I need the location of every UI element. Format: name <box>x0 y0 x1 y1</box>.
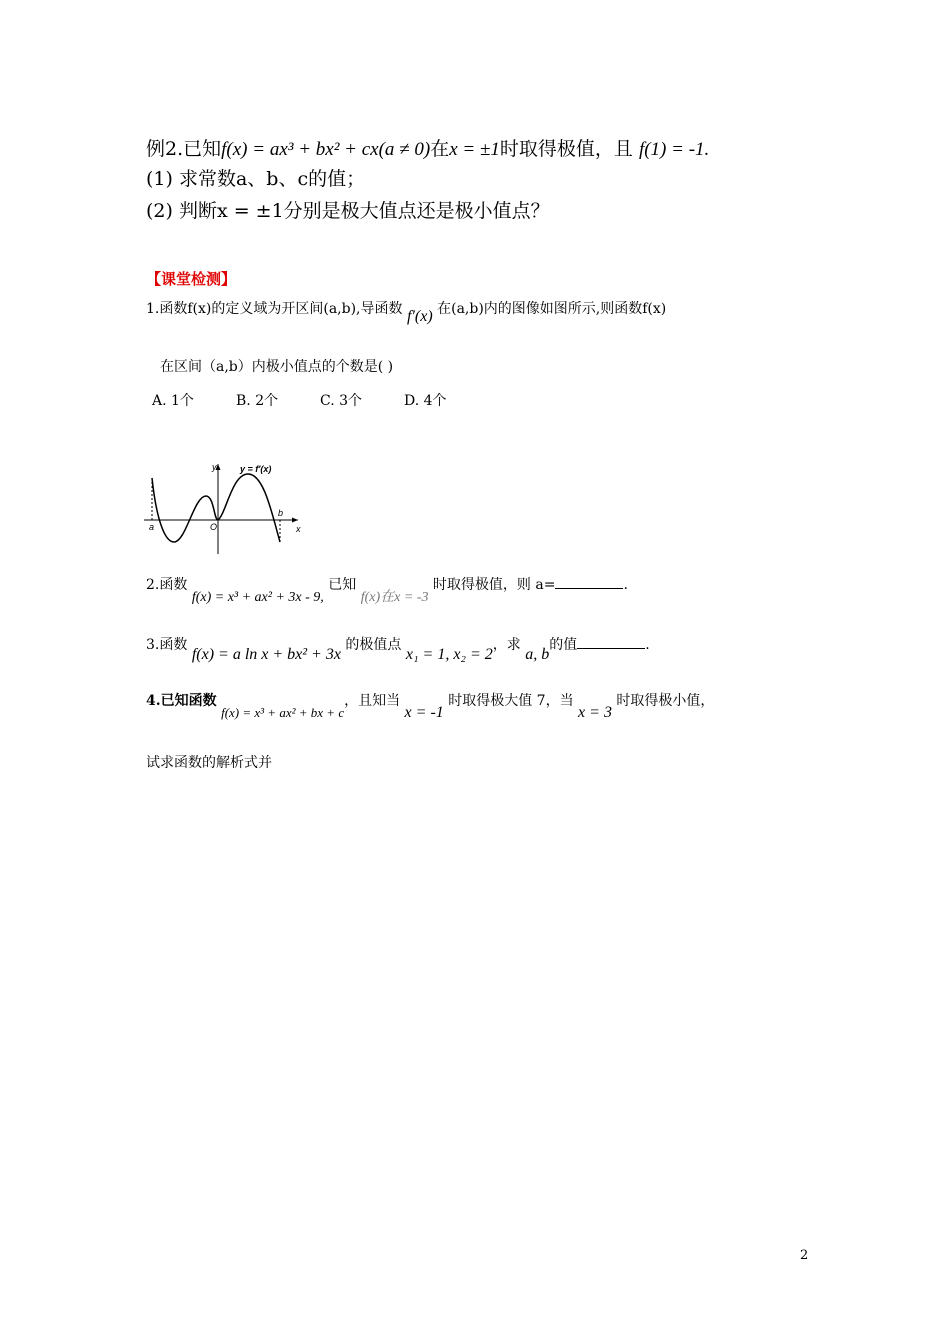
q2-function: f(x) = x³ + ax² + 3x - 9, <box>191 590 324 605</box>
q2-prefix: 2.函数 <box>146 577 188 593</box>
example2-line1 <box>146 134 709 161</box>
example2-part2: (2) 判断x = ±1分别是极大值点还是极小值点？ <box>146 200 550 222</box>
q1-option-a: A. 1个 <box>152 393 194 409</box>
q3-end: . <box>645 637 650 653</box>
q2-line <box>146 574 628 605</box>
q3-vars: a, b <box>525 646 550 663</box>
example2-condition: f(1) = -1. <box>638 139 710 160</box>
q1-option-b: B. 2个 <box>236 393 279 409</box>
q1-line1 <box>146 298 667 325</box>
q4-prefix: 4.已知函数 <box>146 693 217 709</box>
example2-mid: 在 <box>430 138 450 160</box>
derivative-graph <box>140 458 310 558</box>
graph-label-a: a <box>149 522 155 532</box>
q4-mid2: 时取得极大值 7，当 <box>448 693 574 709</box>
q4-line1 <box>146 690 715 721</box>
q4-suffix: 时取得极小值， <box>616 693 715 709</box>
x-axis-arrow <box>292 518 298 523</box>
example2-prefix: 例2.已知 <box>146 138 222 160</box>
example2-after: 时取得极值，且 <box>499 138 633 160</box>
q4-line2: 试求函数的解析式并 <box>146 755 272 771</box>
q3-answer-blank[interactable] <box>577 634 645 649</box>
q3-prefix: 3.函数 <box>146 637 188 653</box>
example2-function: f(x) = ax³ + bx² + cx(a ≠ 0) <box>221 139 431 160</box>
q3-suffix: 的值 <box>549 637 578 653</box>
q1-option-d: D. 4个 <box>404 393 447 409</box>
example2-part1: (1) 求常数a、b、c的值； <box>146 168 366 190</box>
graph-label-func: y = f′(x) <box>240 464 272 474</box>
q2-suffix: 时取得极值，则 a= <box>432 577 556 593</box>
q4-mid: ，且知当 <box>344 693 401 709</box>
graph-label-o: O <box>210 522 218 532</box>
q1-text-a: 1.函数f(x)的定义域为开区间(a,b),导函数 <box>146 301 403 317</box>
q3-line <box>146 634 650 663</box>
example2-x-value: x = ±1 <box>449 139 500 160</box>
q2-mid: 已知 <box>328 577 357 593</box>
q1-option-c: C. 3个 <box>320 393 363 409</box>
q1-options <box>152 390 488 410</box>
q1-text-b: 在(a,b)内的图像如图所示,则函数f(x) <box>437 301 667 317</box>
q4-x1: x = -1 <box>404 704 444 721</box>
q2-end: . <box>623 577 628 593</box>
q4-function: f(x) = x³ + ax² + bx + c <box>221 705 345 720</box>
q3-function: f(x) = a ln x + bx² + 3x <box>191 646 341 663</box>
q4-x2: x = 3 <box>578 704 612 721</box>
page-number: 2 <box>800 1248 809 1263</box>
graph-label-y: y <box>212 462 217 472</box>
section-heading: 【课堂检测】 <box>146 270 237 288</box>
graph-label-b: b <box>278 508 284 518</box>
q1-derivative: f′(x) <box>406 308 433 325</box>
graph-label-x: x <box>296 524 301 534</box>
q1-line2: 在区间（a,b）内极小值点的个数是( ) <box>160 359 394 375</box>
q2-condition: f(x)在x = -3 <box>360 590 429 605</box>
q3-mid: 的极值点 <box>345 637 402 653</box>
q3-comma: ，求 <box>492 637 521 653</box>
q2-answer-blank[interactable] <box>555 574 623 589</box>
q3-points: x₁ = 1, x₂ = 2 <box>405 646 493 663</box>
